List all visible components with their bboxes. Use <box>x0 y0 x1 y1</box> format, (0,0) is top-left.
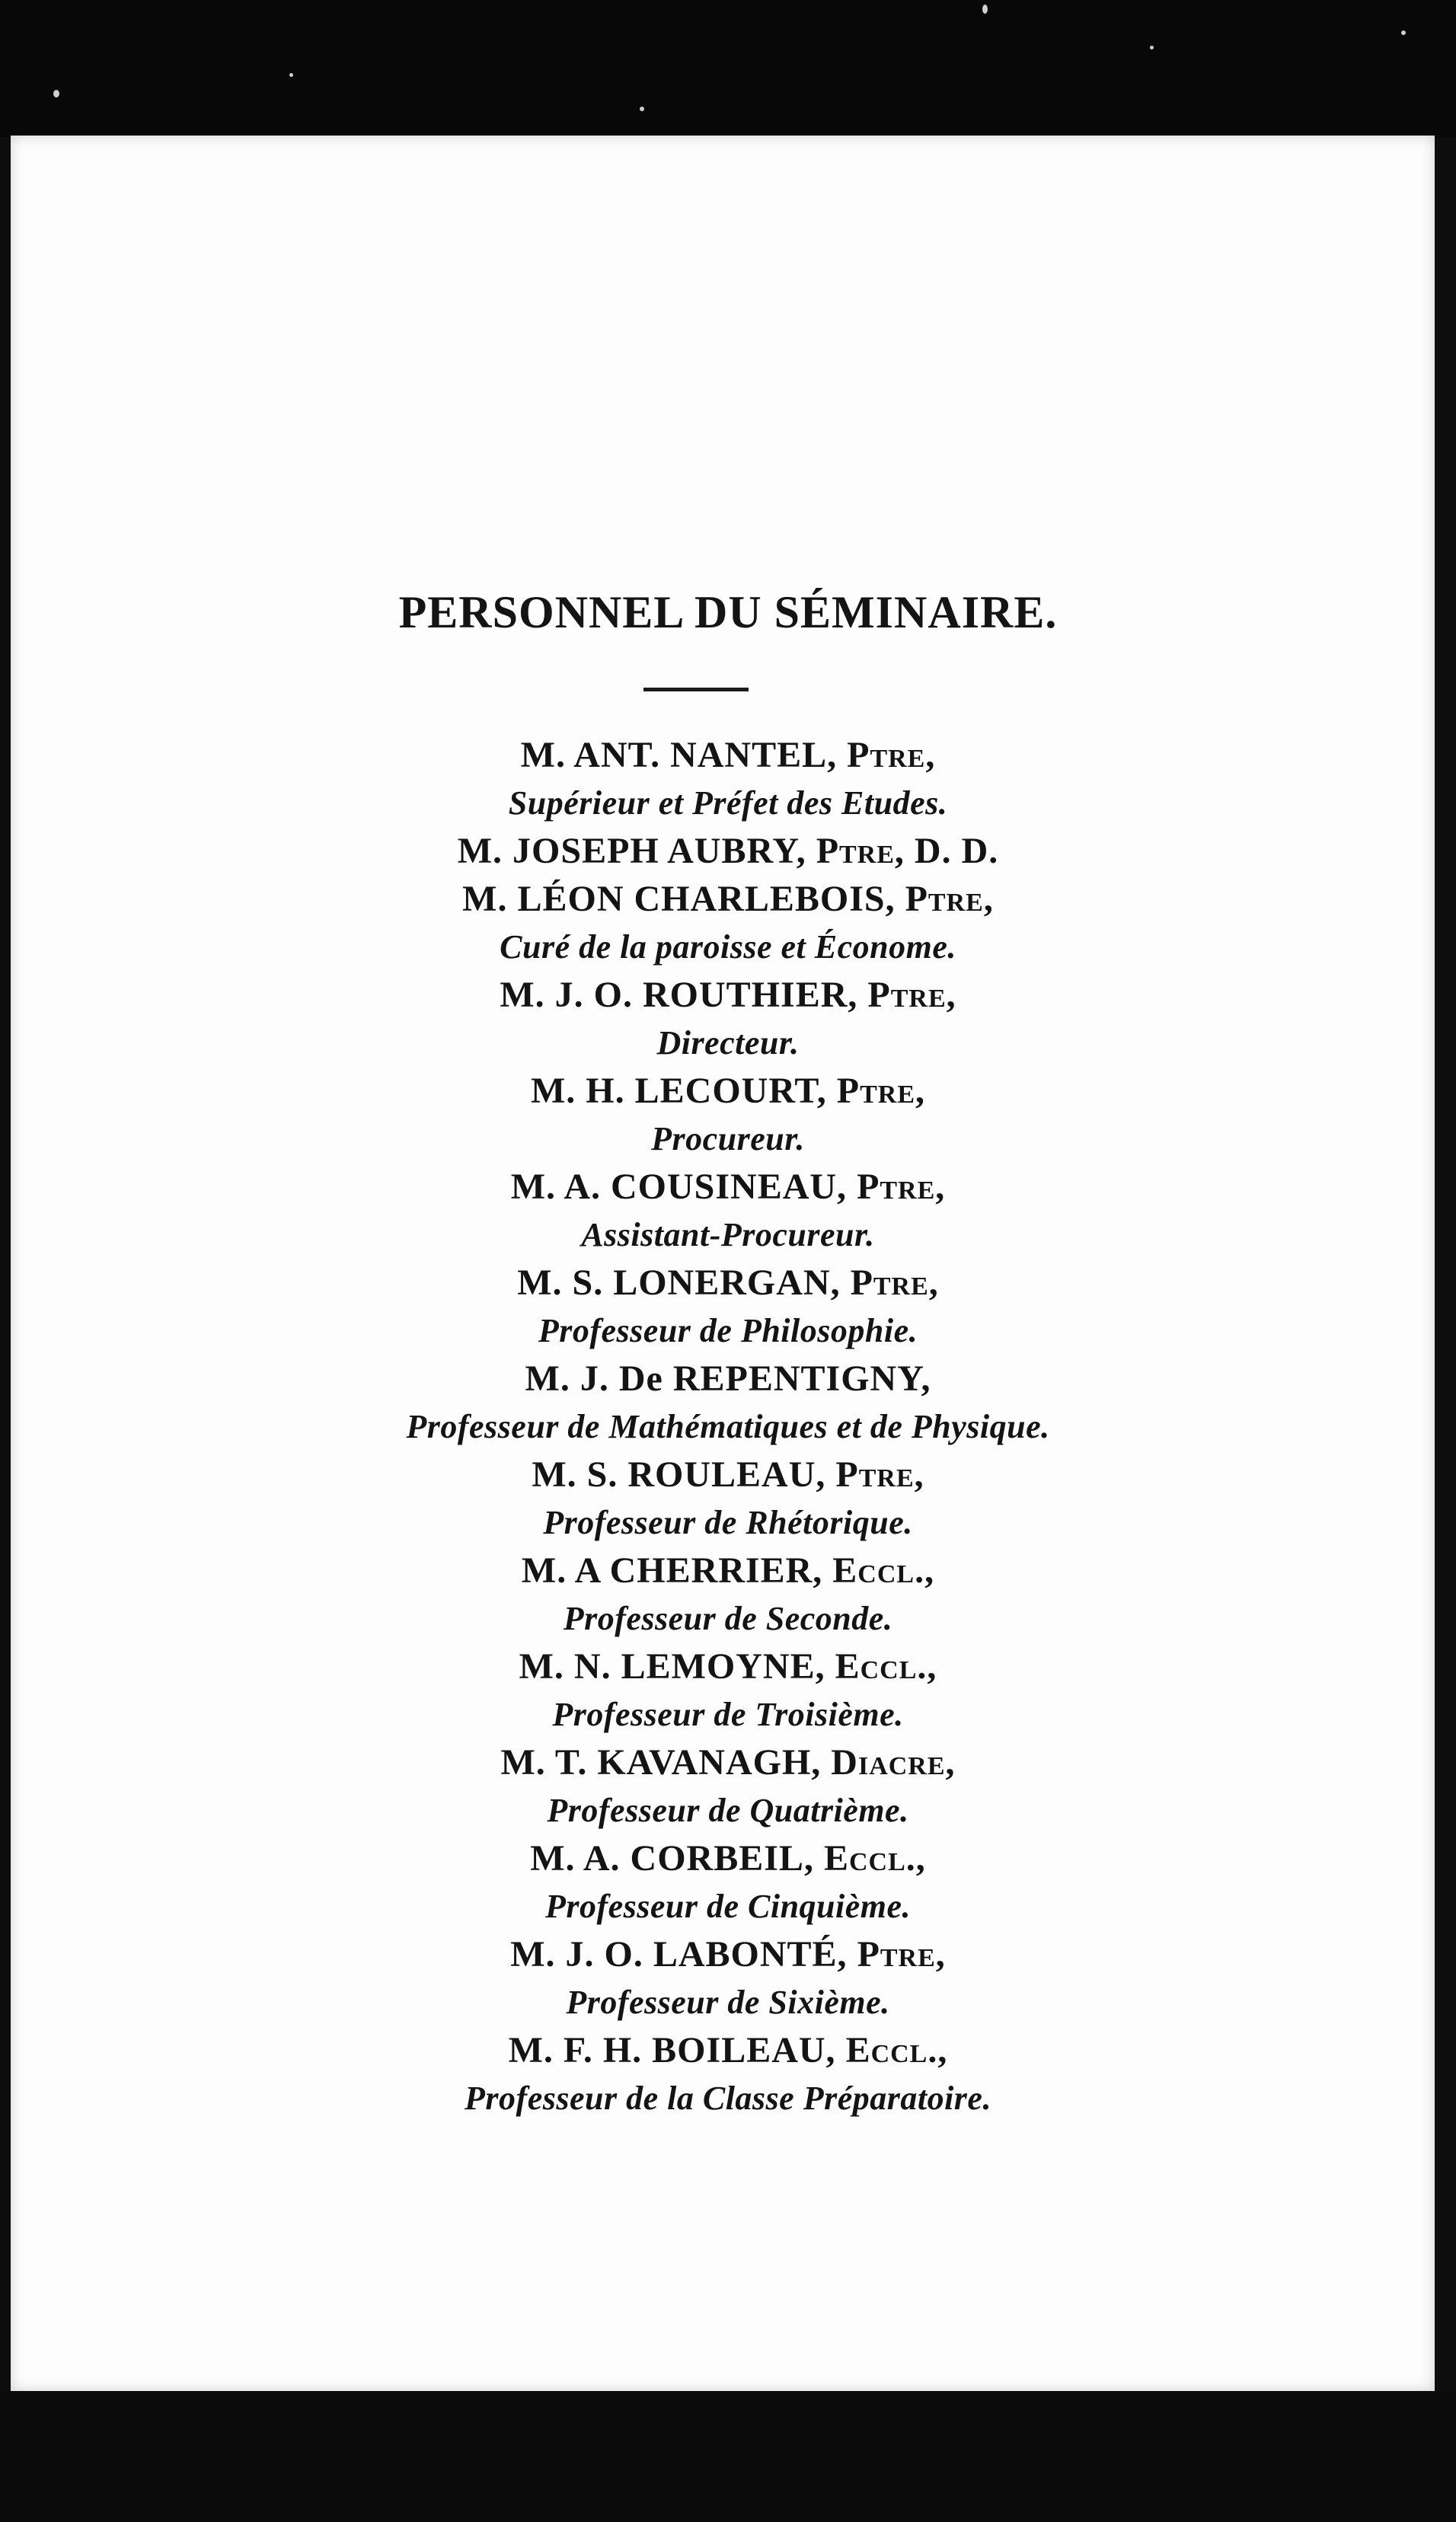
staff-name-line <box>0 1642 1456 1690</box>
staff-role: Assistant-Procureur. <box>581 1216 875 1253</box>
scan-speck <box>289 73 293 77</box>
scan-border-top <box>0 0 1456 137</box>
staff-name: M. S. ROULEAU, <box>532 1454 826 1495</box>
staff-title: Ptre, <box>850 1263 939 1303</box>
staff-title: Ptre, <box>867 975 956 1015</box>
staff-name-line <box>0 1547 1456 1595</box>
staff-name: M. A. COUSINEAU, <box>510 1167 848 1207</box>
staff-role: Professeur de Sixième. <box>566 1984 890 2021</box>
staff-name: M. S. LONERGAN, <box>517 1263 841 1303</box>
staff-title: Eccl., <box>823 1838 926 1879</box>
scan-speck <box>1401 30 1406 35</box>
staff-name-line <box>0 731 1456 779</box>
staff-role: Professeur de Seconde. <box>563 1600 893 1637</box>
staff-name-line <box>0 1738 1456 1786</box>
staff-title: Ptre, <box>847 735 936 775</box>
staff-name: M. J. O. ROUTHIER, <box>500 975 858 1015</box>
scan-speck <box>640 107 644 111</box>
staff-title: Ptre, <box>835 1454 924 1495</box>
staff-role: Professeur de Mathématiques et de Physique. <box>406 1408 1050 1445</box>
staff-role: Directeur. <box>656 1024 800 1061</box>
staff-name-line <box>0 1451 1456 1499</box>
staff-role: Procureur. <box>651 1120 805 1157</box>
staff-name-line <box>0 1355 1456 1403</box>
staff-name: M. F. H. BOILEAU, <box>508 2030 836 2070</box>
staff-role: Professeur de Troisième. <box>552 1696 904 1733</box>
staff-name-line <box>0 1067 1456 1115</box>
staff-list <box>0 731 1456 2122</box>
staff-name-line <box>0 875 1456 923</box>
staff-name-line <box>0 971 1456 1019</box>
staff-name-line <box>0 827 1456 875</box>
staff-title: Ptre, <box>836 1071 925 1111</box>
staff-role: Professeur de Rhétorique. <box>543 1504 913 1541</box>
staff-name: M. T. KAVANAGH, <box>500 1742 822 1783</box>
staff-name: M. H. LECOURT, <box>531 1071 827 1111</box>
staff-title: Ptre, <box>905 879 994 919</box>
staff-name: M. N. LEMOYNE, <box>519 1646 825 1687</box>
page-heading: PERSONNEL DU SÉMINAIRE. <box>398 587 1058 637</box>
staff-title: Diacre, <box>831 1742 956 1783</box>
scan-speck <box>53 90 59 97</box>
staff-title: Eccl., <box>832 1550 935 1591</box>
staff-title: Ptre, D. D. <box>816 831 999 871</box>
staff-role: Professeur de Quatrième. <box>547 1792 909 1829</box>
staff-role: Supérieur et Préfet des Etudes. <box>508 784 948 822</box>
staff-name-line <box>0 2026 1456 2074</box>
staff-name: M. J. O. LABONTÉ, <box>510 1934 848 1975</box>
staff-title: Eccl., <box>835 1646 937 1687</box>
staff-name-line <box>0 1930 1456 1978</box>
scan-speck <box>1150 46 1154 49</box>
staff-name-line <box>0 1834 1456 1882</box>
staff-role: Professeur de Philosophie. <box>538 1312 918 1349</box>
heading-rule <box>643 688 749 691</box>
staff-title: Ptre, <box>857 1934 946 1975</box>
staff-title: Eccl., <box>845 2030 948 2070</box>
staff-role: Professeur de Cinquième. <box>544 1888 912 1925</box>
staff-name-line <box>0 1163 1456 1211</box>
staff-name-line <box>0 1259 1456 1307</box>
staff-name: M. LÉON CHARLEBOIS, <box>462 879 896 919</box>
staff-name: M. JOSEPH AUBRY, <box>457 831 806 871</box>
staff-name: M. A. CORBEIL, <box>530 1838 814 1879</box>
staff-role: Curé de la paroisse et Économe. <box>500 928 956 966</box>
staff-role: Professeur de la Classe Préparatoire. <box>465 2080 991 2117</box>
staff-name: M. J. De REPENTIGNY, <box>525 1358 931 1399</box>
scan-border-bottom <box>0 2391 1456 2522</box>
staff-name: M. A CHERRIER, <box>521 1550 823 1591</box>
staff-name: M. ANT. NANTEL, <box>520 735 838 775</box>
scan-speck <box>982 5 988 14</box>
staff-title: Ptre, <box>857 1167 946 1207</box>
